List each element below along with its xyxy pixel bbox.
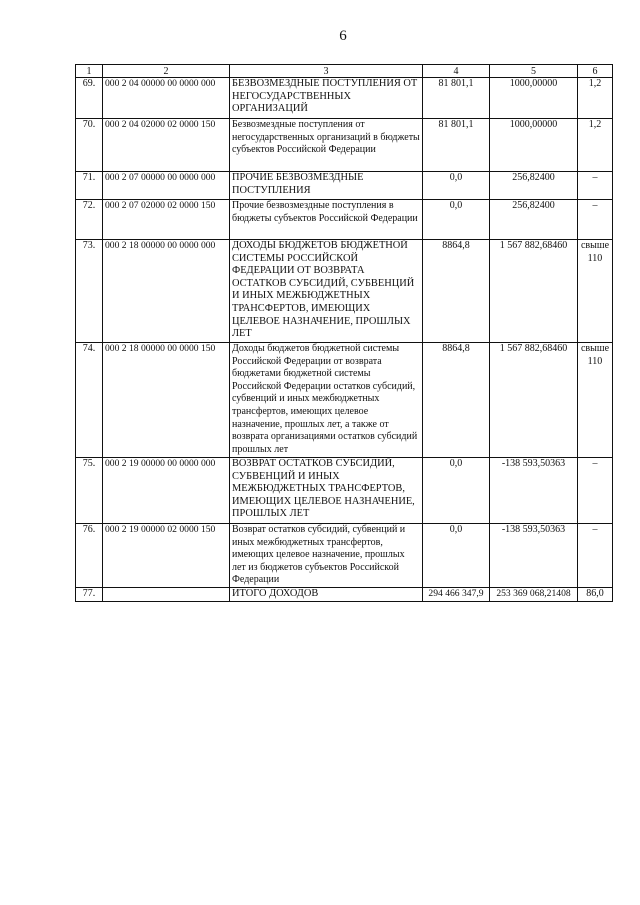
execution-percent-cell: 1,2	[578, 78, 613, 119]
column-number: 5	[490, 65, 578, 78]
column-number-row	[76, 65, 613, 78]
planned-amount-cell: 8864,8	[423, 343, 490, 458]
planned-amount-cell: 0,0	[423, 200, 490, 240]
planned-amount-cell: 0,0	[423, 458, 490, 524]
table-body	[76, 65, 613, 602]
planned-amount-cell: 0,0	[423, 524, 490, 588]
row-number-cell: 70.	[76, 119, 103, 172]
page-number: 6	[339, 28, 347, 44]
table-row	[76, 240, 613, 343]
table-row	[76, 588, 613, 602]
execution-percent-cell: 86,0	[578, 588, 613, 602]
table-row	[76, 458, 613, 524]
column-number: 2	[103, 65, 230, 78]
revenue-name-cell: ИТОГО ДОХОДОВ	[230, 588, 423, 602]
actual-amount-cell: 1 567 882,68460	[490, 343, 578, 458]
execution-percent-cell: свыше 110	[578, 240, 613, 343]
row-number-cell: 69.	[76, 78, 103, 119]
planned-amount-cell: 294 466 347,9	[423, 588, 490, 602]
table-row	[76, 172, 613, 200]
planned-amount-cell: 8864,8	[423, 240, 490, 343]
budget-code-cell: 000 2 07 02000 02 0000 150	[103, 200, 230, 240]
revenue-name-cell: БЕЗВОЗМЕЗДНЫЕ ПОСТУПЛЕНИЯ ОТ НЕГОСУДАРСТВЕННЫХ ОРГАНИЗАЦИЙ	[230, 78, 423, 119]
revenue-table	[75, 64, 613, 602]
execution-percent-cell: –	[578, 200, 613, 240]
column-number: 4	[423, 65, 490, 78]
execution-percent-cell: –	[578, 172, 613, 200]
column-number: 6	[578, 65, 613, 78]
revenue-name-cell: Прочие безвозмездные поступления в бюджеты субъектов Российской Федерации	[230, 200, 423, 240]
planned-amount-cell: 0,0	[423, 172, 490, 200]
column-number: 3	[230, 65, 423, 78]
revenue-name-cell: Возврат остатков субсидий, субвенций и иных межбюджетных трансфертов, имеющих целевое назначение, прошлых лет из бюджетов субъектов Российской Федерации	[230, 524, 423, 588]
table-row	[76, 524, 613, 588]
planned-amount-cell: 81 801,1	[423, 78, 490, 119]
table-row	[76, 343, 613, 458]
actual-amount-cell: 253 369 068,21408	[490, 588, 578, 602]
actual-amount-cell: 1000,00000	[490, 78, 578, 119]
row-number-cell: 74.	[76, 343, 103, 458]
row-number-cell: 73.	[76, 240, 103, 343]
budget-code-cell: 000 2 19 00000 02 0000 150	[103, 524, 230, 588]
actual-amount-cell: 256,82400	[490, 200, 578, 240]
row-number-cell: 77.	[76, 588, 103, 602]
budget-code-cell: 000 2 07 00000 00 0000 000	[103, 172, 230, 200]
row-number-cell: 71.	[76, 172, 103, 200]
actual-amount-cell: 1 567 882,68460	[490, 240, 578, 343]
table-row	[76, 119, 613, 172]
budget-code-cell: 000 2 04 02000 02 0000 150	[103, 119, 230, 172]
table-row	[76, 78, 613, 119]
actual-amount-cell: 256,82400	[490, 172, 578, 200]
revenue-name-cell: ДОХОДЫ БЮДЖЕТОВ БЮДЖЕТНОЙ СИСТЕМЫ РОССИЙСКОЙ ФЕДЕРАЦИИ ОТ ВОЗВРАТА ОСТАТКОВ СУБСИДИЙ, СУБВЕНЦИЙ И ИНЫХ МЕЖБЮДЖЕТНЫХ ТРАНСФЕРТОВ, ИМЕЮЩИХ ЦЕЛЕВОЕ НАЗНАЧЕНИЕ, ПРОШЛЫХ ЛЕТ	[230, 240, 423, 343]
row-number-cell: 76.	[76, 524, 103, 588]
budget-code-cell: 000 2 18 00000 00 0000 000	[103, 240, 230, 343]
actual-amount-cell: -138 593,50363	[490, 524, 578, 588]
row-number-cell: 72.	[76, 200, 103, 240]
actual-amount-cell: -138 593,50363	[490, 458, 578, 524]
execution-percent-cell: 1,2	[578, 119, 613, 172]
revenue-name-cell: ВОЗВРАТ ОСТАТКОВ СУБСИДИЙ, СУБВЕНЦИЙ И ИНЫХ МЕЖБЮДЖЕТНЫХ ТРАНСФЕРТОВ, ИМЕЮЩИХ ЦЕЛЕВОЕ НАЗНАЧЕНИЕ, ПРОШЛЫХ ЛЕТ	[230, 458, 423, 524]
actual-amount-cell: 1000,00000	[490, 119, 578, 172]
revenue-name-cell: Безвозмездные поступления от негосударственных организаций в бюджеты субъектов Российской Федерации	[230, 119, 423, 172]
execution-percent-cell: –	[578, 458, 613, 524]
revenue-name-cell: Доходы бюджетов бюджетной системы Российской Федерации от возврата бюджетами бюджетной системы Российской Федерации остатков субсидий, субвенций и иных межбюджетных трансфертов, имеющих целевое назначение, прошлых лет, а также от возврата организациями остатков субсидий прошлых лет	[230, 343, 423, 458]
row-number-cell: 75.	[76, 458, 103, 524]
budget-code-cell: 000 2 19 00000 00 0000 000	[103, 458, 230, 524]
column-number: 1	[76, 65, 103, 78]
budget-code-cell: 000 2 04 00000 00 0000 000	[103, 78, 230, 119]
table-row	[76, 200, 613, 240]
budget-code-cell: 000 2 18 00000 00 0000 150	[103, 343, 230, 458]
execution-percent-cell: –	[578, 524, 613, 588]
revenue-name-cell: ПРОЧИЕ БЕЗВОЗМЕЗДНЫЕ ПОСТУПЛЕНИЯ	[230, 172, 423, 200]
budget-code-cell	[103, 588, 230, 602]
planned-amount-cell: 81 801,1	[423, 119, 490, 172]
execution-percent-cell: свыше 110	[578, 343, 613, 458]
